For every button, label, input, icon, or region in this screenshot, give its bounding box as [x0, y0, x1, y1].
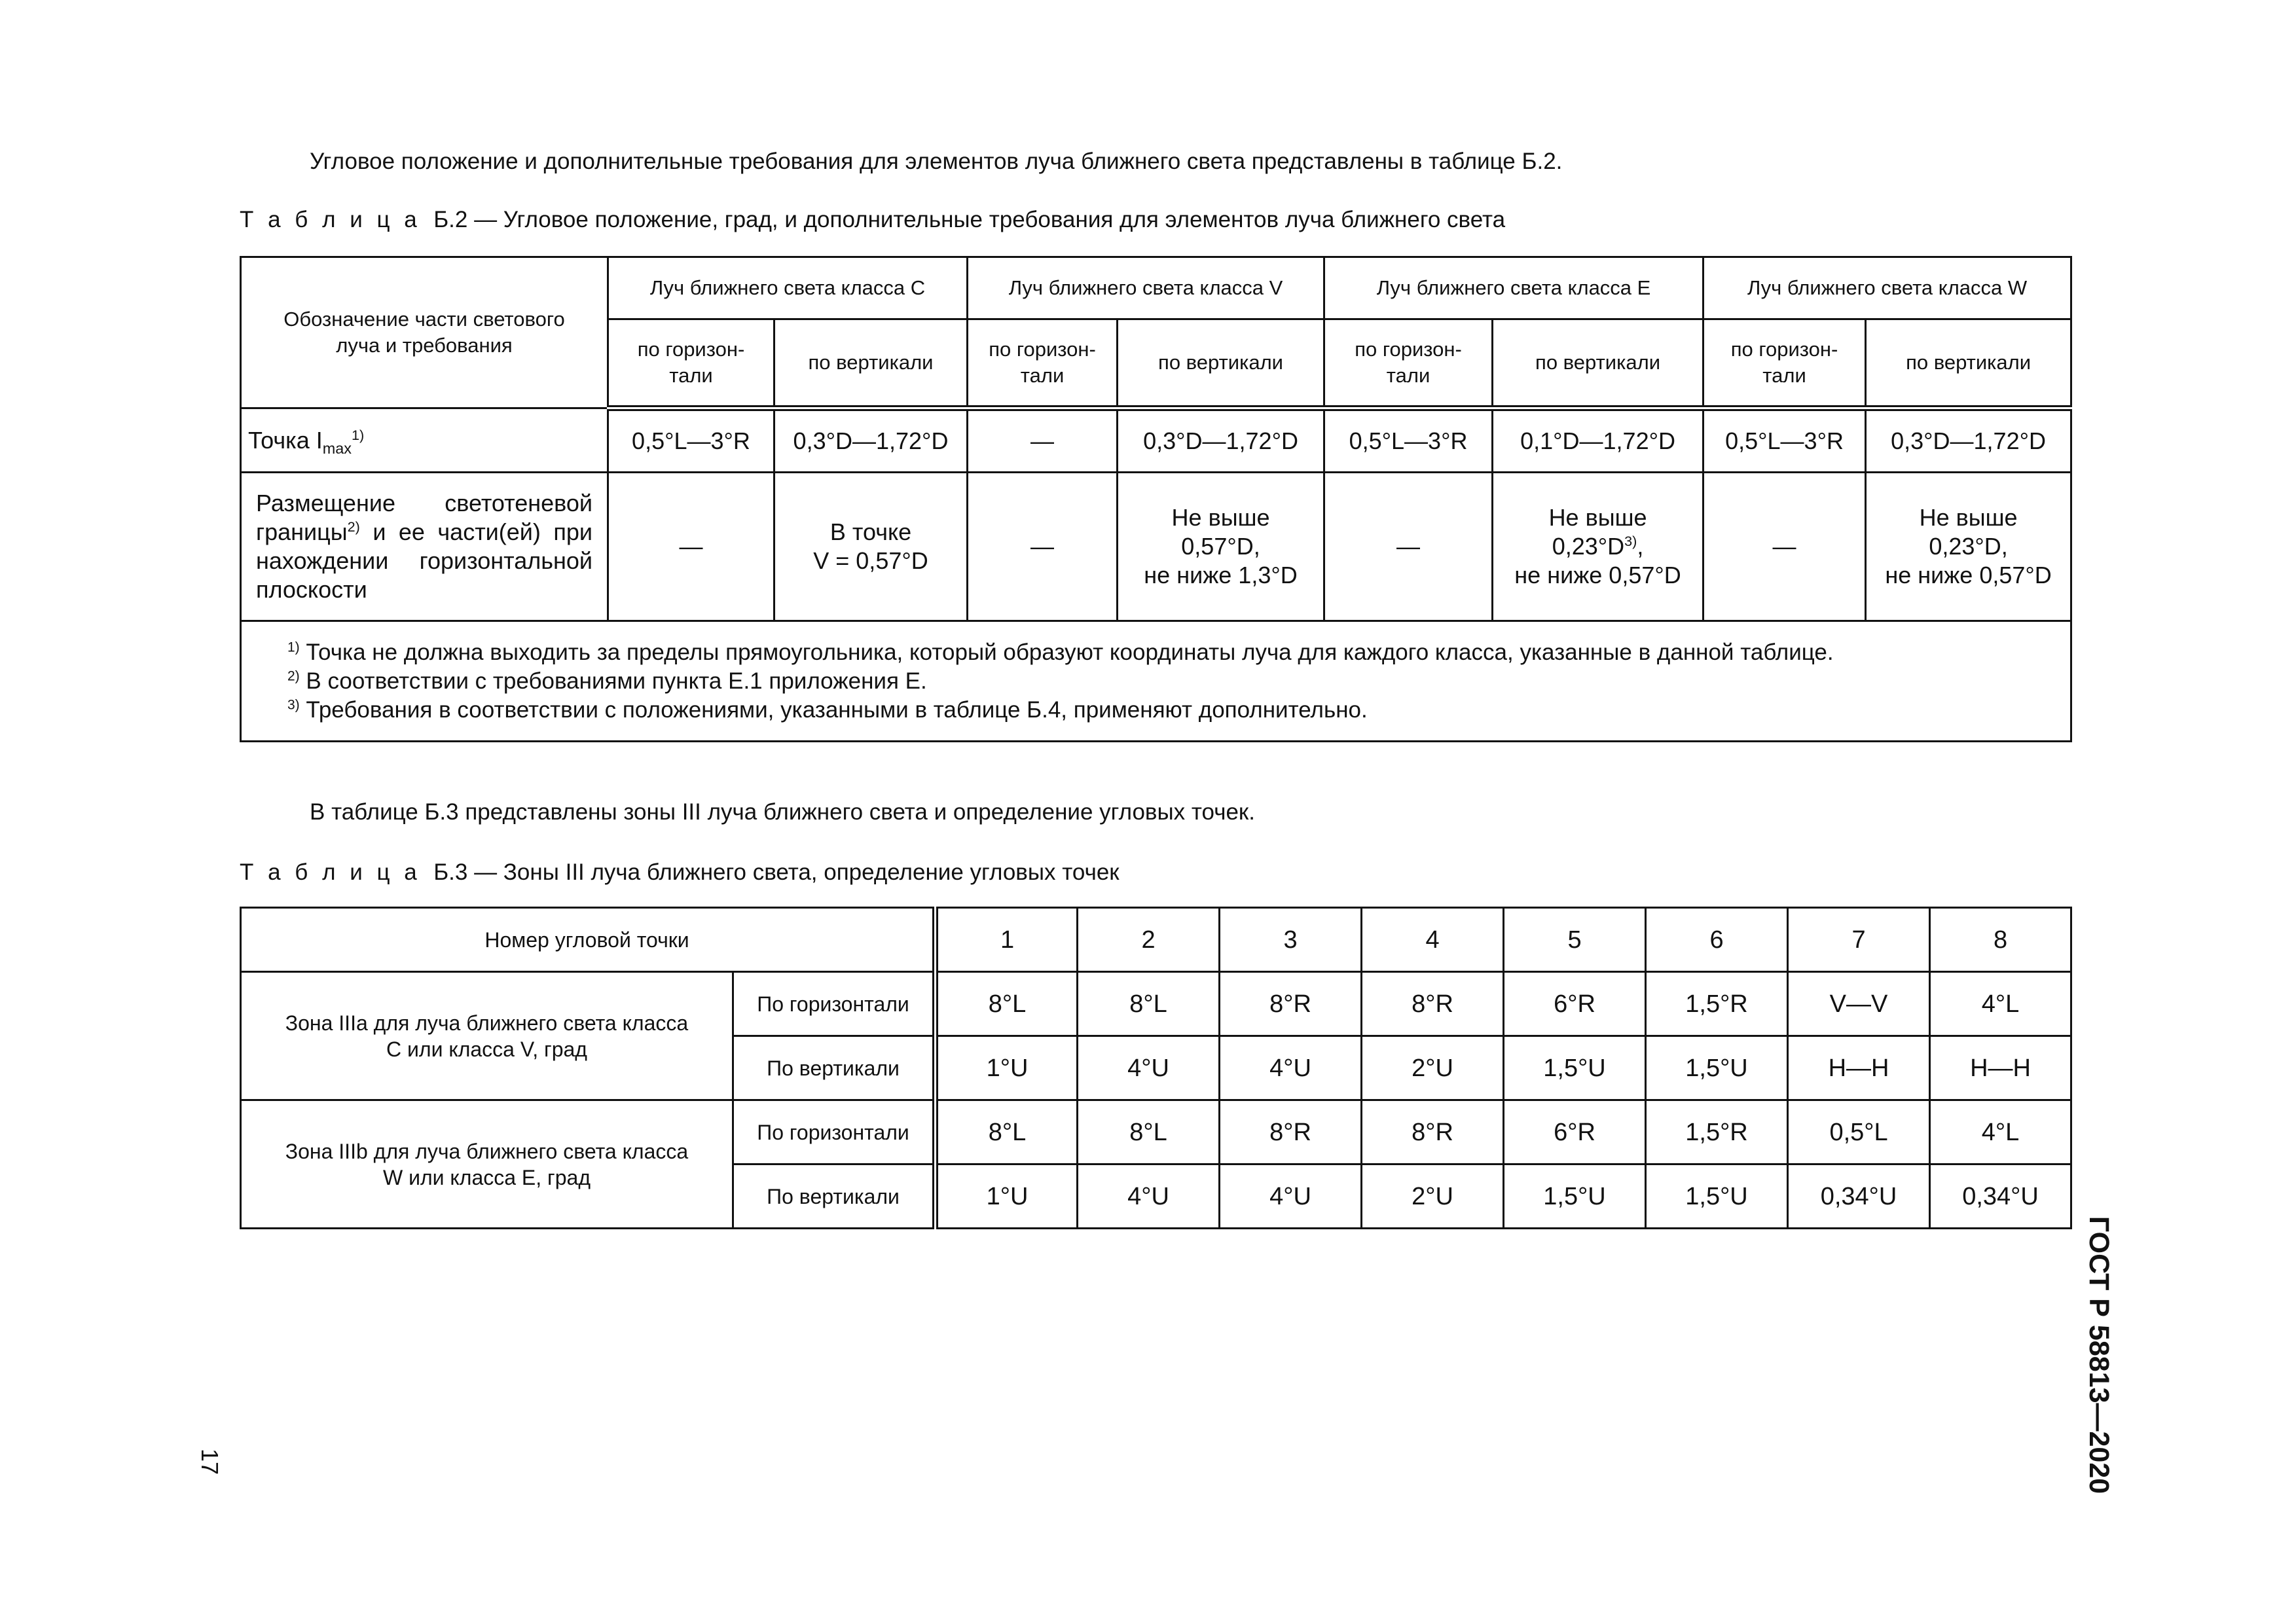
document-side-title: ГОСТ Р 58813—2020: [2083, 1216, 2115, 1494]
table2-sub-vertical: по вертикали: [1493, 319, 1704, 408]
table2-cell: 0,3°D—1,72°D: [1118, 408, 1324, 473]
table3-point-number: 7: [1788, 908, 1930, 972]
imax-label-main: Точка I: [248, 426, 323, 454]
table3-point-number: 4: [1362, 908, 1504, 972]
table3-direction: По вертикали: [733, 1036, 936, 1100]
table2-class-v-header: Луч ближнего света класса V: [968, 257, 1324, 319]
footnote-mark: 3): [287, 696, 300, 712]
table3-cell: 1,5°U: [1646, 1164, 1788, 1229]
table2-class-w-header: Луч ближнего света класса W: [1704, 257, 2071, 319]
cutoff-label-line4: плоскости: [256, 576, 367, 603]
table3-point-number: 2: [1078, 908, 1220, 972]
cell-line-part: 0,23°D: [1552, 533, 1625, 560]
table3-cell: 1,5°U: [1504, 1164, 1646, 1229]
table3-cell: 8°L: [936, 972, 1078, 1036]
table2-class-c-header: Луч ближнего света класса C: [608, 257, 968, 319]
table2-sub-horizontal: по горизон- тали: [608, 319, 774, 408]
table2-cell: 0,5°L—3°R: [1324, 408, 1493, 473]
table3-caption-prefix: Т а б л и ц а: [240, 859, 421, 885]
table3-cell: V—V: [1788, 972, 1930, 1036]
table3-header-label: Номер угловой точки: [241, 908, 936, 972]
cell-line: V = 0,57°D: [813, 547, 928, 574]
table3-cell: 0,34°U: [1788, 1164, 1930, 1229]
cell-line-sup: 3): [1624, 533, 1637, 549]
table2-cell: —: [968, 408, 1118, 473]
table3-cell: 4°U: [1220, 1036, 1362, 1100]
cutoff-label-line2: [256, 518, 592, 547]
table3-point-number: 8: [1930, 908, 2071, 972]
cutoff-label-line1: Размещение светотеневой: [256, 490, 592, 516]
table2-cell: [1866, 473, 2071, 621]
table2-caption: [240, 206, 1505, 234]
table2-cell: —: [1324, 473, 1493, 621]
footnote-1: [287, 638, 2024, 667]
page-number: 17: [196, 1448, 223, 1475]
cutoff-label-part: и ее части(ей) при: [359, 518, 592, 545]
footnote-text: Требования в соответствии с положениями, указанными в таблице Б.4, применяют дополнительно.: [299, 696, 1368, 723]
table2-cell: —: [968, 473, 1118, 621]
table3-cell: 4°L: [1930, 1100, 2071, 1164]
table2-cell: 0,5°L—3°R: [608, 408, 774, 473]
table2-cell: 0,3°D—1,72°D: [774, 408, 968, 473]
table3-cell: 1,5°R: [1646, 1100, 1788, 1164]
cell-line: 0,57°D,: [1181, 533, 1260, 560]
cutoff-label-line3: нахождении горизонтальной: [256, 547, 592, 574]
cutoff-label-part: границы: [256, 518, 348, 545]
intro-paragraph-2: В таблице Б.3 представлены зоны III луча ближнего света и определение угловых точек.: [310, 799, 1255, 825]
table2-cell: 0,3°D—1,72°D: [1866, 408, 2071, 473]
cell-line: Не выше: [1171, 504, 1270, 531]
table3-cell: 1,5°R: [1646, 972, 1788, 1036]
table3-direction: По горизонтали: [733, 972, 936, 1036]
table2-cell: [1118, 473, 1324, 621]
imax-label-sub: max: [322, 439, 352, 457]
cutoff-label-sup: 2): [347, 518, 360, 535]
table2-cell: 0,5°L—3°R: [1704, 408, 1866, 473]
table2-row-cutoff-label: [241, 473, 608, 621]
table3-point-number: 6: [1646, 908, 1788, 972]
cell-line: В точке: [829, 518, 912, 545]
table2-cell: 0,1°D—1,72°D: [1493, 408, 1704, 473]
table3-cell: 1,5°U: [1504, 1036, 1646, 1100]
table2-cell: —: [608, 473, 774, 621]
table3-cell: 0,34°U: [1930, 1164, 2071, 1229]
table3-cell: 8°L: [936, 1100, 1078, 1164]
cell-line: 0,23°D,: [1929, 533, 2008, 560]
table3-direction: По горизонтали: [733, 1100, 936, 1164]
table3-cell: 6°R: [1504, 972, 1646, 1036]
table3-cell: 4°L: [1930, 972, 2071, 1036]
table3-cell: 8°R: [1362, 972, 1504, 1036]
table2-sub-horizontal: по горизон- тали: [1704, 319, 1866, 408]
table3-point-number: 1: [936, 908, 1078, 972]
footnote-text: В соответствии с требованиями пункта Е.1 приложения Е.: [299, 668, 927, 694]
table2-row-imax-label: [241, 408, 608, 473]
table2-sub-vertical: по вертикали: [1866, 319, 2071, 408]
table3-cell: 8°R: [1220, 1100, 1362, 1164]
table3-cell: H—H: [1930, 1036, 2071, 1100]
cell-line: [1500, 532, 1696, 561]
table3-cell: 2°U: [1362, 1036, 1504, 1100]
imax-label-sup: 1): [351, 426, 365, 443]
cell-line: не ниже 0,57°D: [1885, 562, 2052, 588]
table2-corner-header: Обозначение части светового луча и требования: [241, 257, 608, 408]
footnote-text: Точка не должна выходить за пределы прямоугольника, который образуют координаты луча для каждого класса, указанные в данной таблице.: [299, 639, 1834, 665]
table2-footnotes: [241, 621, 2071, 742]
footnote-mark: 2): [287, 668, 300, 683]
table3-zone-name: Зона IIIb для луча ближнего света класса W или класса E, град: [241, 1100, 733, 1229]
table2-sub-vertical: по вертикали: [1118, 319, 1324, 408]
table3-cell: 1°U: [936, 1036, 1078, 1100]
table3-cell: 8°L: [1078, 1100, 1220, 1164]
intro-paragraph-1: Угловое положение и дополнительные требования для элементов луча ближнего света представлены в таблице Б.2.: [310, 149, 1563, 174]
table3-caption: [240, 858, 1120, 887]
table3-direction: По вертикали: [733, 1164, 936, 1229]
table3-cell: 2°U: [1362, 1164, 1504, 1229]
table2-class-e-header: Луч ближнего света класса E: [1324, 257, 1704, 319]
cell-line: Не выше: [1919, 504, 2018, 531]
table2-cell: —: [1704, 473, 1866, 621]
table3-cell: 1°U: [936, 1164, 1078, 1229]
table3-point-number: 3: [1220, 908, 1362, 972]
table3-cell: 8°R: [1220, 972, 1362, 1036]
table2-sub-horizontal: по горизон- тали: [968, 319, 1118, 408]
table2-caption-prefix: Т а б л и ц а: [240, 207, 421, 232]
table3-point-number: 5: [1504, 908, 1646, 972]
cell-line: не ниже 1,3°D: [1144, 562, 1298, 588]
table3-caption-text: Б.3 — Зоны III луча ближнего света, определение угловых точек: [433, 859, 1120, 885]
table3-cell: 8°R: [1362, 1100, 1504, 1164]
table-b3: [240, 907, 2072, 1229]
table2-sub-vertical: по вертикали: [774, 319, 968, 408]
footnote-3: [287, 696, 2024, 725]
table3-cell: 0,5°L: [1788, 1100, 1930, 1164]
table3-cell: 6°R: [1504, 1100, 1646, 1164]
table2-cell: [774, 473, 968, 621]
table3-cell: 4°U: [1078, 1036, 1220, 1100]
table3-cell: 4°U: [1078, 1164, 1220, 1229]
table3-cell: 4°U: [1220, 1164, 1362, 1229]
table3-cell: H—H: [1788, 1036, 1930, 1100]
table-b2: [240, 256, 2072, 742]
table2-caption-text: Б.2 — Угловое положение, град, и дополнительные требования для элементов луча ближнего света: [433, 207, 1506, 232]
cell-line: Не выше: [1548, 504, 1647, 531]
table3-cell: 1,5°U: [1646, 1036, 1788, 1100]
table3-cell: 8°L: [1078, 972, 1220, 1036]
cell-line: не ниже 0,57°D: [1514, 562, 1681, 588]
table3-zone-name: Зона IIIa для луча ближнего света класса C или класса V, град: [241, 972, 733, 1100]
footnote-2: [287, 667, 2024, 696]
cell-line-part: ,: [1637, 533, 1644, 560]
footnote-mark: 1): [287, 639, 300, 655]
table2-sub-horizontal: по горизон- тали: [1324, 319, 1493, 408]
table2-cell: [1493, 473, 1704, 621]
